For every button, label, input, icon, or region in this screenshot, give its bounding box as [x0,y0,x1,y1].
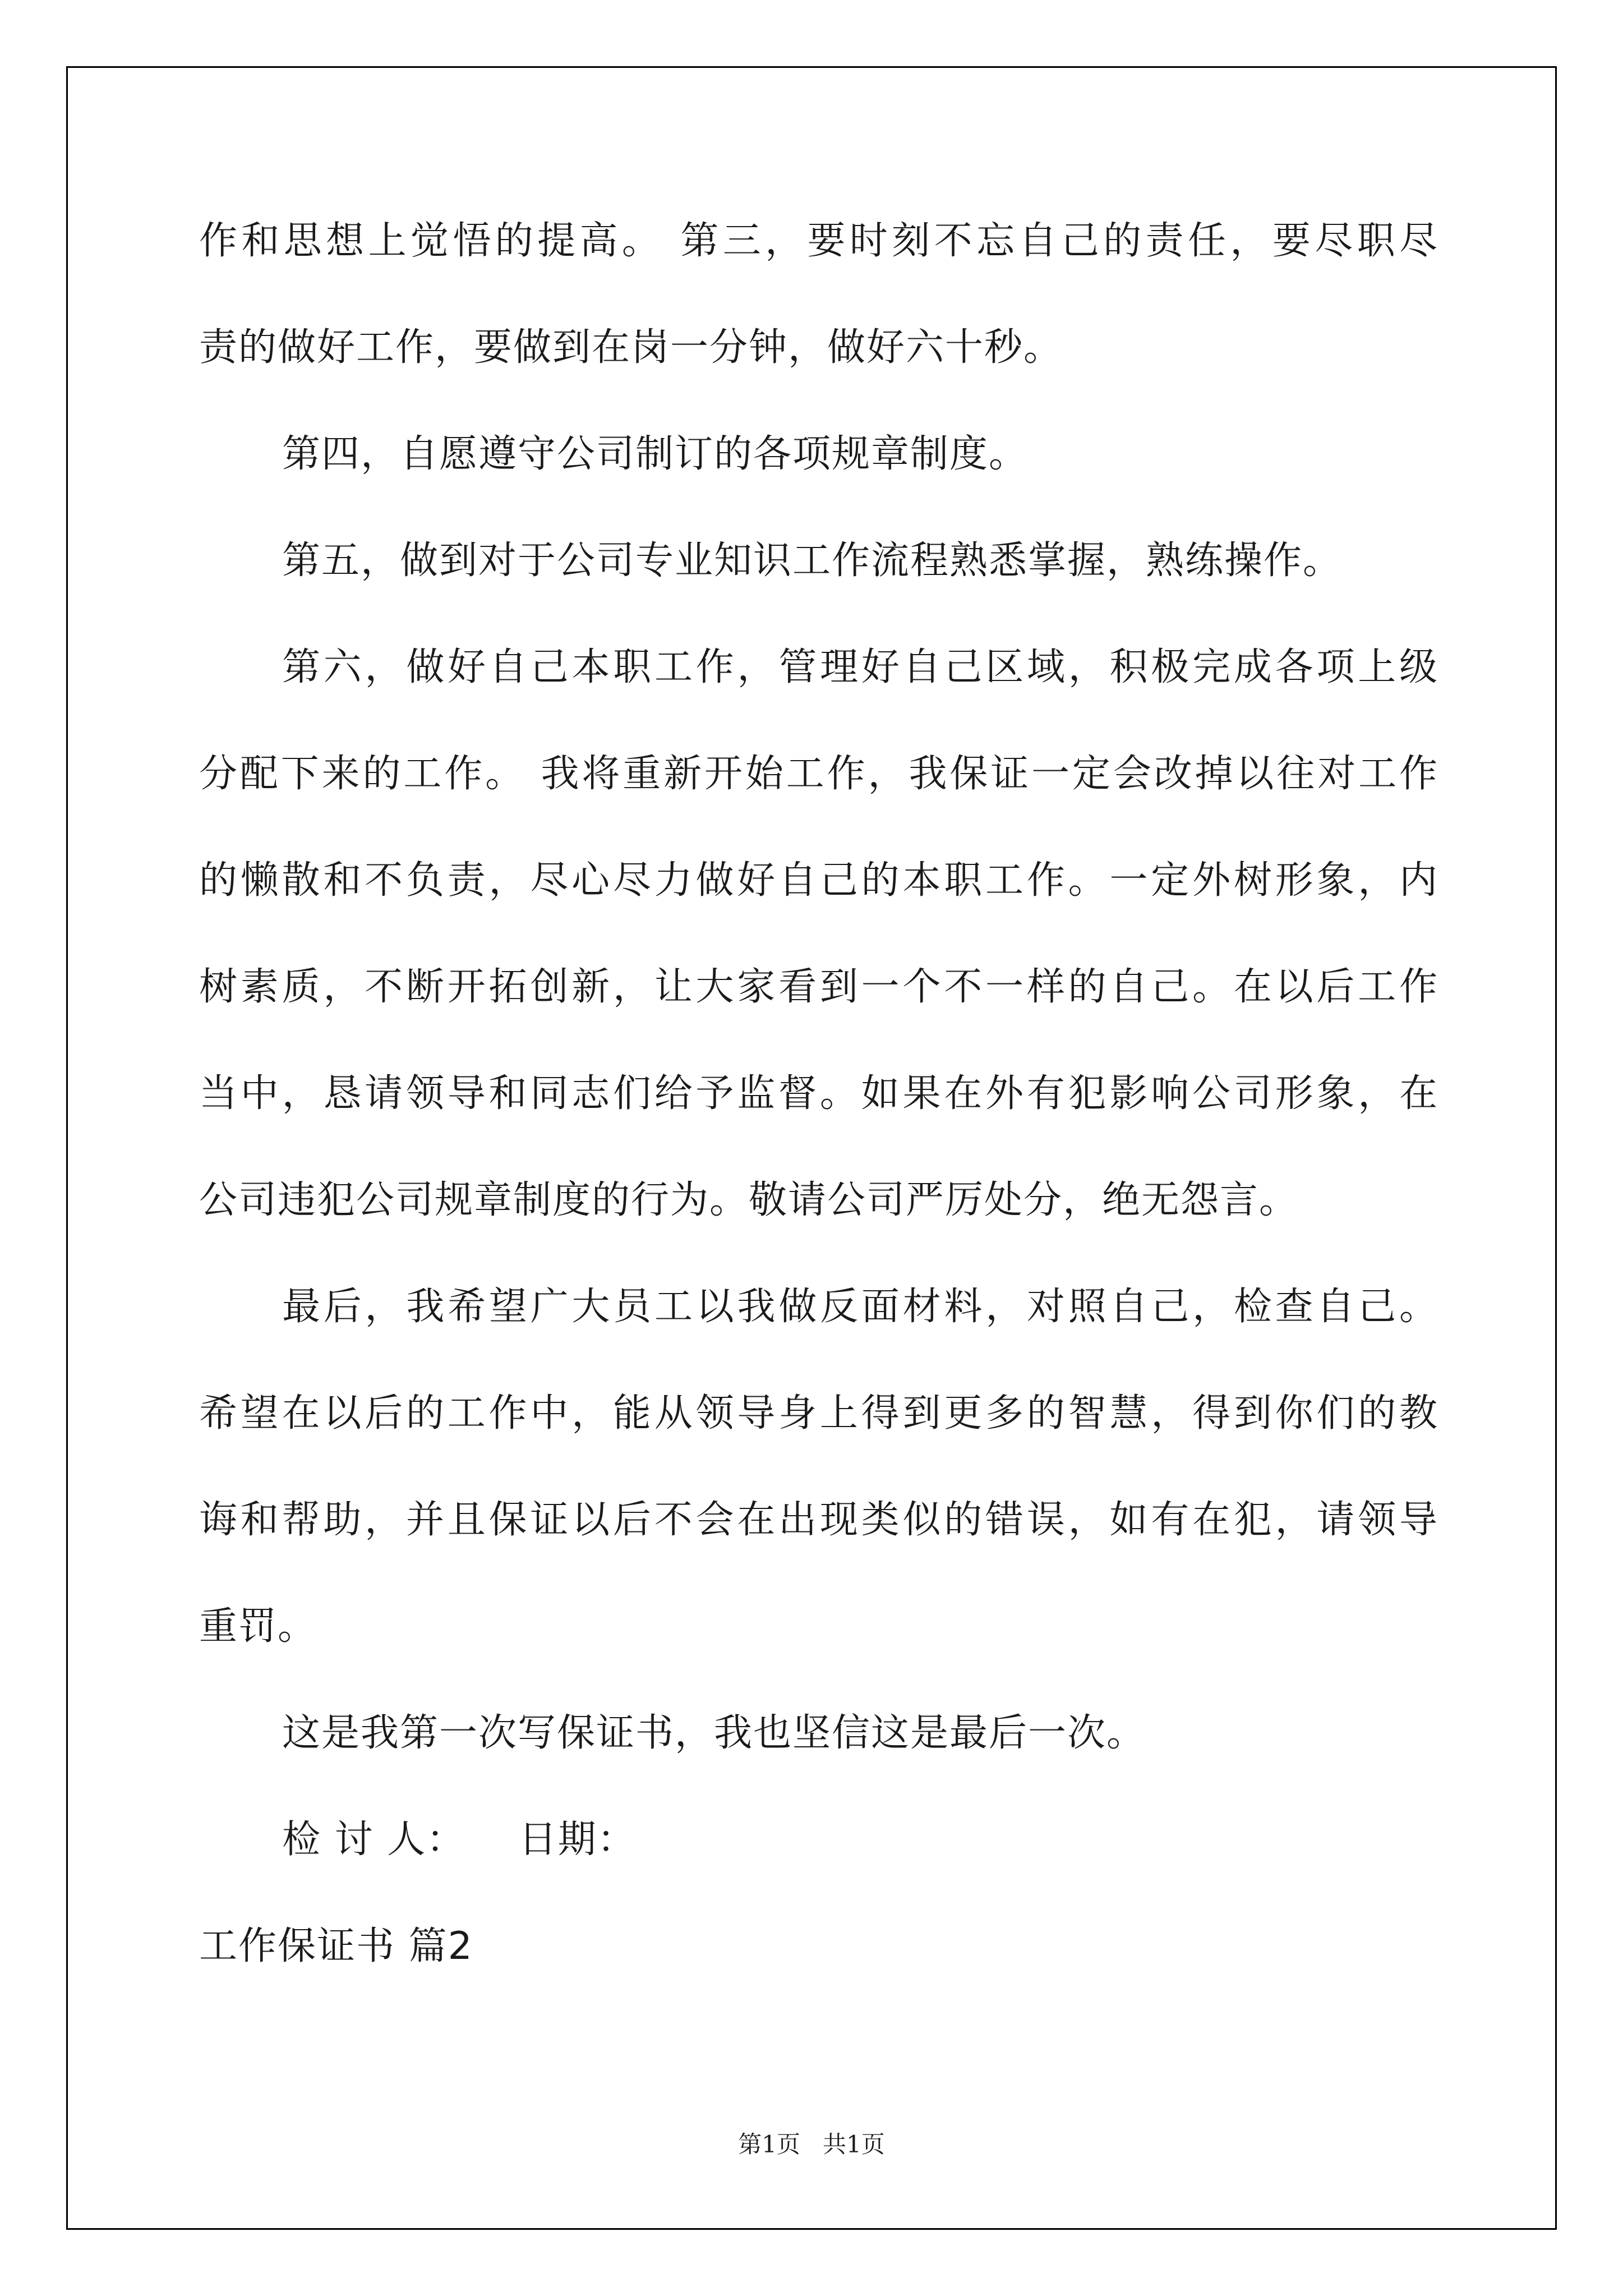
body-line: 第五，做到对于公司专业知识工作流程熟悉掌握，熟练操作。 [282,539,1343,583]
body-line: 最后，我希望广大员工以我做反面材料，对照自己，检查自己。 [282,1285,1438,1329]
body-line: 第六，做好自己本职工作，管理好自己区域，积极完成各项上级 [282,645,1438,689]
body-line: 重罚。 [199,1604,317,1649]
body-line: 的懒散和不负责，尽心尽力做好自己的本职工作。一定外树形象，内 [199,858,1438,903]
page-number: 第1页 共1页 [738,2131,885,2158]
page-border [66,66,1557,2230]
body-line: 公司违犯公司规章制度的行为。敬请公司严厉处分，绝无怨言。 [199,1178,1299,1222]
body-line: 作和思想上觉悟的提高。 第三，要时刻不忘自己的责任，要尽职尽 [199,219,1438,263]
section-heading: 工作保证书 篇2 [199,1924,473,1968]
body-line: 责的做好工作，要做到在岗一分钟，做好六十秒。 [199,325,1063,370]
signature-date-line: 检 讨 人： 日期： [282,1818,637,1862]
body-line: 当中，恳请领导和同志们给予监督。如果在外有犯影响公司形象，在 [199,1071,1438,1116]
page-footer [0,2126,1623,2160]
body-line: 分配下来的工作。 我将重新开始工作，我保证一定会改掉以往对工作 [199,752,1438,796]
body-line: 树素质，不断开拓创新，让大家看到一个不一样的自己。在以后工作 [199,965,1438,1009]
body-line: 希望在以后的工作中，能从领导身上得到更多的智慧，得到你们的教 [199,1391,1438,1435]
body-line: 诲和帮助，并且保证以后不会在出现类似的错误，如有在犯，请领导 [199,1498,1438,1542]
body-line: 第四，自愿遵守公司制订的各项规章制度。 [282,432,1029,476]
body-line: 这是我第一次写保证书，我也坚信这是最后一次。 [282,1711,1146,1755]
